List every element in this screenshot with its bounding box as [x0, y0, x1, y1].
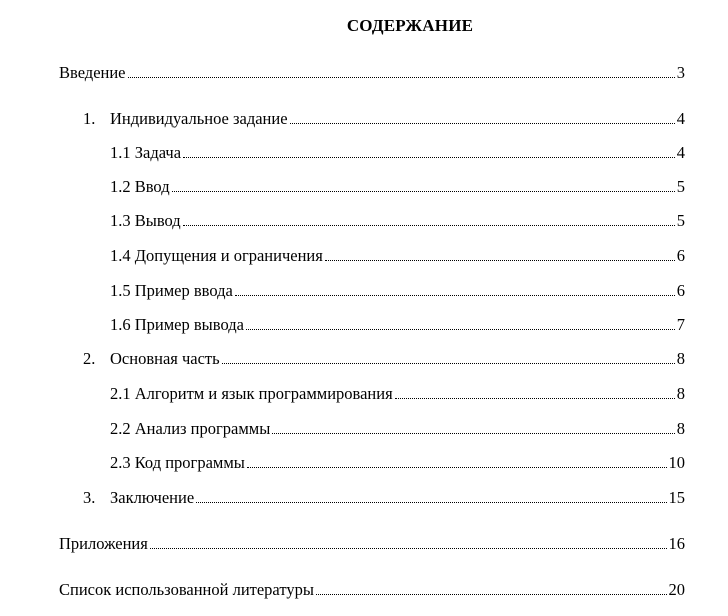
toc-entry-1-5: [110, 280, 685, 302]
toc-entry-page: 8: [676, 384, 685, 403]
dot-leader: [196, 502, 666, 503]
toc-entry-label: 1.5 Пример ввода: [110, 281, 233, 300]
dot-leader: [325, 260, 675, 261]
toc-entry-page: 7: [676, 315, 685, 334]
toc-entry-label: 1.4 Допущения и ограничения: [110, 246, 323, 265]
dot-leader: [183, 225, 675, 226]
dot-leader: [247, 467, 667, 468]
toc-entry-appendices: [59, 533, 685, 555]
toc-entry-1-1: [110, 142, 685, 164]
dot-leader: [235, 295, 675, 296]
dot-leader: [272, 433, 674, 434]
toc-entry-page: 15: [668, 488, 685, 507]
toc-entry-page: 5: [676, 177, 685, 196]
dot-leader: [172, 191, 675, 192]
toc-entry-1-6: [110, 314, 685, 336]
toc-entry-1-3: [110, 210, 685, 232]
toc-entry-main-part: [83, 348, 685, 370]
toc-entry-number: 2.: [83, 349, 96, 368]
toc-entry-label: Заключение: [110, 488, 195, 507]
toc-entry-conclusion: [83, 487, 685, 509]
toc-entry-page: 6: [676, 246, 685, 265]
toc-entry-references: [59, 579, 685, 601]
toc-entry-label: 1.6 Пример вывода: [110, 315, 244, 334]
toc-entry-1-4: [110, 245, 685, 267]
toc-entry-label: 2.2 Анализ программы: [110, 419, 271, 438]
toc-entry-page: 4: [676, 109, 685, 128]
toc-entry-page: 10: [668, 453, 685, 472]
toc-entry-label: 2.3 Код программы: [110, 453, 245, 472]
toc-entry-label: 1.3 Вывод: [110, 211, 181, 230]
dot-leader: [222, 363, 675, 364]
toc-entry-page: 6: [676, 281, 685, 300]
toc-entry-number: 1.: [83, 109, 96, 128]
dot-leader: [246, 329, 675, 330]
toc-entry-page: 16: [668, 534, 685, 553]
toc-entry-2-3: [110, 452, 685, 474]
toc-entry-1-2: [110, 176, 685, 198]
toc-entry-page: 4: [676, 143, 685, 162]
toc-entry-label: 2.1 Алгоритм и язык программирования: [110, 384, 393, 403]
toc-entry-label: Индивидуальное задание: [110, 109, 288, 128]
toc-entry-label: 1.1 Задача: [110, 143, 182, 162]
toc-entry-label: Введение: [59, 63, 126, 82]
toc-entry-label: 1.2 Ввод: [110, 177, 170, 196]
toc-entry-page: 8: [676, 419, 685, 438]
toc-entry-label: Список использованной литературы: [59, 580, 314, 599]
toc-entry-page: 5: [676, 211, 685, 230]
toc-entry-page: 8: [676, 349, 685, 368]
toc-entry-individual-task: [83, 108, 685, 130]
dot-leader: [183, 157, 675, 158]
toc-entry-page: 3: [676, 63, 685, 82]
toc-entry-number: 3.: [83, 488, 96, 507]
dot-leader: [150, 548, 667, 549]
dot-leader: [316, 594, 667, 595]
toc-entry-label: Основная часть: [110, 349, 220, 368]
toc-entry-introduction: [59, 62, 685, 84]
toc-entry-2-2: [110, 418, 685, 440]
dot-leader: [290, 123, 675, 124]
toc-entry-2-1: [110, 383, 685, 405]
dot-leader: [395, 398, 675, 399]
toc-entry-label: Приложения: [59, 534, 148, 553]
dot-leader: [128, 77, 675, 78]
toc-title: СОДЕРЖАНИЕ: [346, 16, 474, 35]
toc-entry-page: 20: [668, 580, 685, 599]
